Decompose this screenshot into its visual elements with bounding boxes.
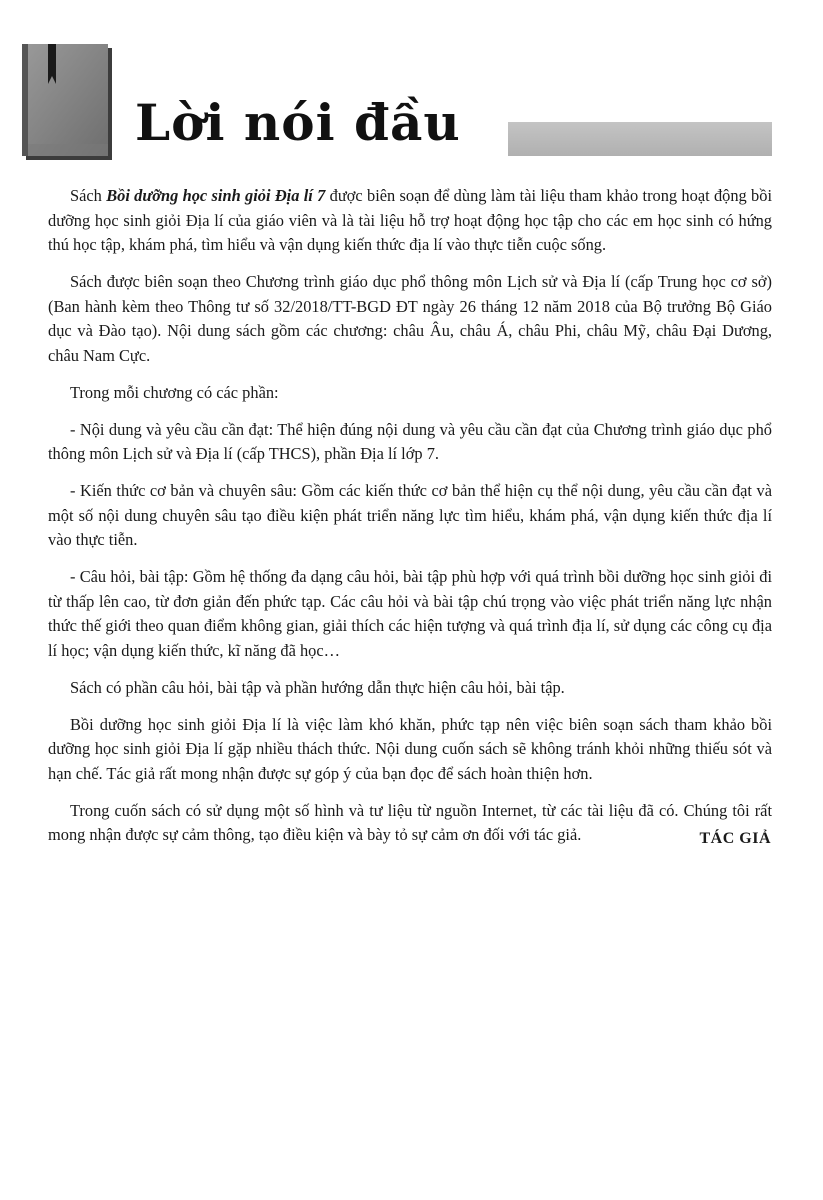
list-item: - Nội dung và yêu cầu cần đạt: Thể hiện đúng nội dung và yêu cầu cần đạt của Chương trình giáo dục phổ thông môn Lịch sử và Địa lí (cấp THCS), phần Địa lí lớp 7.	[48, 419, 772, 463]
book-icon	[22, 44, 117, 162]
paragraph: Sách được biên soạn theo Chương trình giáo dục phổ thông môn Lịch sử và Địa lí (cấp Trung học cơ sở) (Ban hành kèm theo Thông tư số 32/2018/TT-BGD ĐT ngày 26 tháng 12 năm 2018 của Bộ trưởng Bộ Giáo dục và Đào tạo). Nội dung sách gồm các chương: châu Âu, châu Á, châu Phi, châu Mỹ, châu Đại Dương, châu Nam Cực.	[48, 272, 772, 365]
page-title: Lời nói đầu	[135, 93, 461, 152]
paragraph-intro: Sách Bồi dưỡng học sinh giỏi Địa lí 7 được biên soạn để dùng làm tài liệu tham khảo trong hoạt động bồi dưỡng học sinh giỏi Địa lí của giáo viên và là tài liệu hỗ trợ hoạt động học tập cho các em học sinh có hứng thú học tập, khám phá, tìm hiểu và vận dụng kiến thức địa lí vào thực tiễn cuộc sống.	[48, 186, 773, 254]
title-decoration-bar	[508, 122, 772, 156]
paragraph: Sách có phần câu hỏi, bài tập và phần hướng dẫn thực hiện câu hỏi, bài tập.	[70, 677, 565, 697]
author-signature: TÁC GIẢ	[699, 830, 771, 847]
book-title-emphasis: Bồi dưỡng học sinh giỏi Địa lí 7	[106, 186, 326, 205]
paragraph: Bồi dưỡng học sinh giỏi Địa lí là việc làm khó khăn, phức tạp nên việc biên soạn sách tham khảo bồi dưỡng học sinh giỏi Địa lí gặp nhiều thách thức. Nội dung cuốn sách sẽ không tránh khỏi những thiếu sót và hạn chế. Tác giả rất mong nhận được sự góp ý của bạn đọc để sách hoàn thiện hơn.	[48, 714, 772, 783]
list-item: - Kiến thức cơ bản và chuyên sâu: Gồm các kiến thức cơ bản thể hiện cụ thể nội dung, yêu cầu cần đạt và một số nội dung chuyên sâu tạo điều kiện phát triển năng lực tìm hiểu, khám phá, vận dụng kiến thức địa lí vào thực tiễn.	[48, 481, 772, 549]
list-item: - Câu hỏi, bài tập: Gồm hệ thống đa dạng câu hỏi, bài tập phù hợp với quá trình bồi dưỡng học sinh giỏi đi từ thấp lên cao, từ đơn giản đến phức tạp. Các câu hỏi và bài tập chú trọng vào việc phát triển năng lực nhận thức thế giới theo quan điểm không gian, giải thích các hiện tượng và quá trình địa lí, sử dụng các công cụ địa lí học; vận dụng kiến thức, kĩ năng đã học…	[48, 567, 772, 660]
preface-body	[48, 184, 772, 860]
paragraph: Trong mỗi chương có các phần:	[70, 382, 279, 402]
paragraph: Trong cuốn sách có sử dụng một số hình và tư liệu từ nguồn Internet, từ các tài liệu đã có. Chúng tôi rất mong nhận được sự cảm thông, tạo điều kiện và bày tỏ sự cảm ơn đối với tác giả.	[48, 800, 772, 844]
